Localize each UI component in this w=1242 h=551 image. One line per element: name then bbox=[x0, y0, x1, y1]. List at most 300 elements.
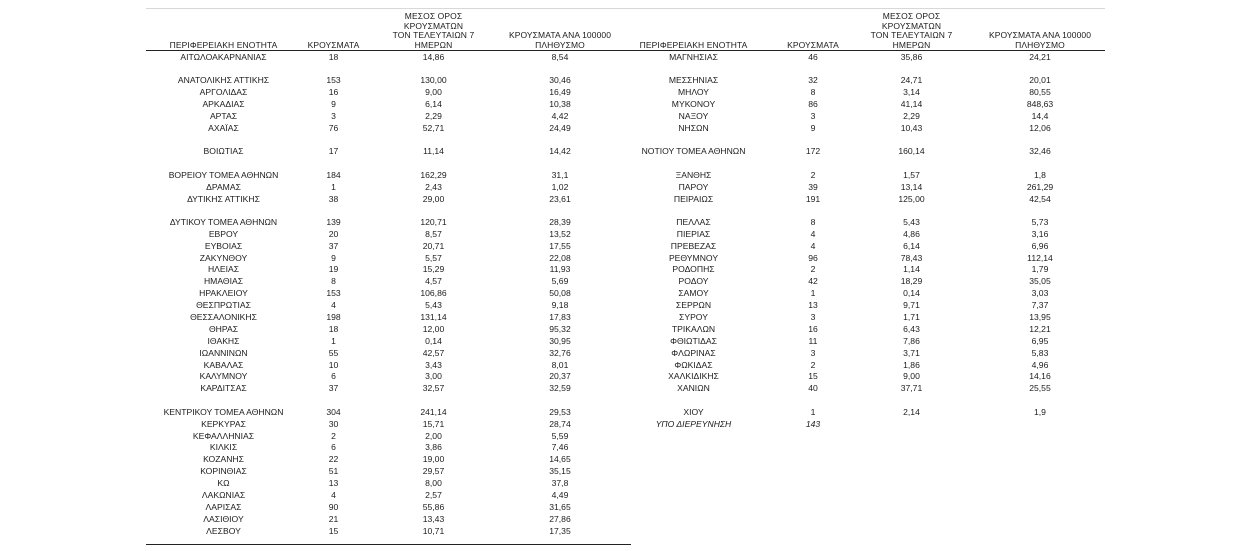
avg7-cell: 8,00 bbox=[425, 478, 442, 489]
per100k-cell: 14,16 bbox=[1029, 371, 1051, 382]
table-row bbox=[146, 170, 631, 182]
avg7-cell: 9,71 bbox=[903, 300, 920, 311]
per100k-cell: 17,55 bbox=[549, 240, 571, 251]
per100k-cell: 9,18 bbox=[551, 300, 569, 311]
region-cell: ΒΟΙΩΤΙΑΣ bbox=[203, 146, 244, 157]
per100k-cell: 4,42 bbox=[551, 111, 569, 122]
table-row bbox=[146, 419, 631, 431]
cases-cell: 1 bbox=[810, 406, 816, 417]
region-cell: ΚΩ bbox=[217, 478, 230, 489]
top-rule bbox=[146, 8, 631, 9]
per100k-cell: 7,46 bbox=[551, 442, 569, 453]
region-cell: ΠΙΕΡΙΑΣ bbox=[676, 228, 711, 239]
avg7-cell: 32,57 bbox=[422, 383, 445, 394]
region-cell: ΧΙΟΥ bbox=[683, 406, 704, 417]
cases-cell: 8 bbox=[810, 216, 816, 227]
region-cell: ΘΕΣΣΑΛΟΝΙΚΗΣ bbox=[190, 312, 257, 323]
region-cell: ΔΥΤΙΚΟΥ ΤΟΜΕΑ ΑΘΗΝΩΝ bbox=[169, 216, 278, 227]
region-cell: ΜΑΓΝΗΣΙΑΣ bbox=[669, 52, 718, 62]
per100k-cell: 95,32 bbox=[549, 323, 571, 334]
region-cell: ΚΑΛΥΜΝΟΥ bbox=[199, 371, 248, 382]
avg7-cell: 3,43 bbox=[425, 359, 442, 370]
table-row bbox=[146, 217, 631, 229]
cases-cell: 3 bbox=[331, 111, 336, 122]
per100k-cell: 17,83 bbox=[549, 312, 571, 323]
table-row bbox=[616, 217, 1105, 229]
table-row bbox=[616, 324, 1105, 336]
per100k-cell: 28,74 bbox=[549, 418, 571, 429]
table-row bbox=[146, 514, 631, 526]
region-cell: ΛΑΣΙΘΙΟΥ bbox=[203, 513, 244, 524]
per100k-cell: 28,39 bbox=[549, 216, 571, 227]
region-cell: ΑΝΑΤΟΛΙΚΗΣ ΑΤΤΙΚΗΣ bbox=[177, 75, 270, 86]
region-cell: ΦΛΩΡΙΝΑΣ bbox=[671, 347, 716, 358]
avg7-cell: 52,71 bbox=[422, 122, 445, 133]
avg7-cell: 6,43 bbox=[903, 323, 920, 334]
cases-cell: 9 bbox=[331, 99, 336, 110]
avg7-cell: 24,71 bbox=[900, 75, 923, 86]
avg7-cell: 7,86 bbox=[903, 335, 920, 346]
avg7-cell: 5,57 bbox=[425, 252, 442, 263]
region-cell: ΚΑΡΔΙΤΣΑΣ bbox=[200, 383, 247, 394]
cases-cell: 19 bbox=[328, 264, 339, 275]
header-rule bbox=[616, 50, 1105, 51]
per100k-cell: 13,95 bbox=[1029, 312, 1051, 323]
per100k-cell: 20,01 bbox=[1029, 75, 1051, 86]
avg7-cell: 0,14 bbox=[903, 288, 920, 299]
avg7-cell: 55,86 bbox=[422, 501, 445, 512]
region-cell: ΘΕΣΠΡΩΤΙΑΣ bbox=[196, 300, 251, 311]
table-row bbox=[616, 170, 1105, 182]
avg7-cell: 2,57 bbox=[425, 490, 442, 500]
region-cell: ΣΥΡΟΥ bbox=[679, 312, 708, 323]
cases-cell: 153 bbox=[326, 288, 341, 299]
table-row bbox=[146, 478, 631, 490]
per100k-cell: 35,05 bbox=[1029, 276, 1051, 287]
avg7-cell: 29,00 bbox=[422, 193, 445, 204]
cases-cell: 37 bbox=[328, 240, 339, 251]
avg7-cell: 4,86 bbox=[903, 228, 920, 239]
region-cell: ΛΕΣΒΟΥ bbox=[206, 525, 241, 536]
table-body bbox=[146, 52, 631, 538]
table-row bbox=[146, 241, 631, 253]
per100k-cell: 5,59 bbox=[551, 430, 569, 441]
per100k-cell: 12,21 bbox=[1029, 323, 1051, 334]
cases-cell: 3 bbox=[810, 347, 816, 358]
cases-cell: 32 bbox=[808, 75, 818, 86]
per100k-cell: 8,01 bbox=[551, 359, 569, 370]
avg7-cell: 10,43 bbox=[900, 122, 923, 133]
avg7-cell: 18,29 bbox=[900, 276, 923, 287]
region-cell: ΑΧΑΪΑΣ bbox=[208, 122, 239, 133]
cases-cell: 11 bbox=[808, 335, 818, 346]
avg7-cell: 2,43 bbox=[425, 181, 442, 192]
table-row bbox=[146, 229, 631, 241]
table-row bbox=[616, 87, 1105, 99]
region-cell: ΚΕΡΚΥΡΑΣ bbox=[201, 418, 246, 429]
per100k-cell: 4,96 bbox=[1031, 359, 1049, 370]
table-row bbox=[616, 99, 1105, 111]
per100k-cell: 50,08 bbox=[549, 288, 571, 299]
table-row bbox=[616, 52, 1105, 64]
region-cell: ΠΑΡΟΥ bbox=[678, 181, 709, 192]
avg7-cell: 2,29 bbox=[425, 111, 442, 122]
avg7-cell: 6,14 bbox=[425, 99, 442, 110]
cases-cell: 18 bbox=[328, 323, 339, 334]
header-cases: ΚΡΟΥΣΜΑΤΑ bbox=[307, 39, 360, 50]
cases-cell: 2 bbox=[331, 430, 336, 441]
spacer-row bbox=[616, 205, 1105, 217]
region-cell: ΗΡΑΚΛΕΙΟΥ bbox=[199, 288, 248, 299]
table-row bbox=[616, 300, 1105, 312]
avg7-cell: 4,57 bbox=[425, 276, 442, 287]
region-cell: ΔΥΤΙΚΗΣ ΑΤΤΙΚΗΣ bbox=[187, 193, 260, 204]
cases-cell: 9 bbox=[810, 122, 816, 133]
region-cell: ΠΕΛΛΑΣ bbox=[676, 216, 711, 227]
region-cell: ΑΡΤΑΣ bbox=[209, 111, 238, 122]
cases-cell: 4 bbox=[331, 300, 336, 311]
spacer-row bbox=[146, 135, 631, 147]
avg7-cell: 9,00 bbox=[425, 87, 442, 98]
per100k-cell: 30,46 bbox=[549, 75, 571, 86]
per100k-cell: 1,02 bbox=[551, 181, 569, 192]
table-row bbox=[146, 454, 631, 466]
cases-cell: 6 bbox=[331, 442, 336, 453]
region-cell: ΙΘΑΚΗΣ bbox=[207, 335, 240, 346]
table-row bbox=[146, 371, 631, 383]
avg7-cell: 1,86 bbox=[903, 359, 920, 370]
header-region: ΠΕΡΙΦΕΡΕΙΑΚΗ ΕΝΟΤΗΤΑ bbox=[169, 39, 278, 50]
cases-cell: 304 bbox=[326, 406, 341, 417]
region-cell: ΘΗΡΑΣ bbox=[208, 323, 239, 334]
table-header bbox=[146, 11, 631, 50]
cases-cell: 4 bbox=[810, 240, 816, 251]
table-row bbox=[146, 182, 631, 194]
per100k-cell: 17,35 bbox=[549, 525, 571, 536]
region-cell: ΜΕΣΣΗΝΙΑΣ bbox=[668, 75, 719, 86]
per100k-cell: 27,86 bbox=[549, 513, 571, 524]
cases-cell: 20 bbox=[328, 228, 339, 239]
spacer-row bbox=[146, 158, 631, 170]
per100k-cell: 5,83 bbox=[1031, 347, 1049, 358]
spacer-row bbox=[616, 395, 1105, 407]
per100k-cell: 12,06 bbox=[1029, 122, 1051, 133]
left-table bbox=[146, 0, 631, 551]
top-rule bbox=[616, 8, 1105, 9]
cases-cell: 21 bbox=[328, 513, 339, 524]
table-row bbox=[616, 75, 1105, 87]
table-row bbox=[146, 75, 631, 87]
region-cell: ΤΡΙΚΑΛΩΝ bbox=[671, 323, 716, 334]
per100k-cell: 14,42 bbox=[549, 146, 571, 157]
cases-cell: 8 bbox=[331, 276, 336, 287]
region-cell: ΚΙΛΚΙΣ bbox=[209, 442, 238, 453]
region-cell: ΧΑΛΚΙΔΙΚΗΣ bbox=[668, 371, 719, 382]
cases-cell: 46 bbox=[808, 52, 818, 62]
table-row bbox=[616, 229, 1105, 241]
per100k-cell: 3,03 bbox=[1031, 288, 1049, 299]
region-cell: ΗΜΑΘΙΑΣ bbox=[203, 276, 244, 287]
avg7-cell: 162,29 bbox=[420, 169, 447, 180]
table-row bbox=[146, 253, 631, 265]
cases-cell: 13 bbox=[328, 478, 339, 489]
region-cell: ΗΛΕΙΑΣ bbox=[207, 264, 240, 275]
per100k-cell: 3,16 bbox=[1031, 228, 1049, 239]
avg7-cell: 120,71 bbox=[420, 216, 447, 227]
per100k-cell: 6,95 bbox=[1031, 335, 1049, 346]
cases-cell: 17 bbox=[328, 146, 339, 157]
region-cell: ΑΡΚΑΔΙΑΣ bbox=[202, 99, 245, 110]
cases-cell: 198 bbox=[326, 312, 341, 323]
table-row bbox=[616, 371, 1105, 383]
avg7-cell: 11,14 bbox=[423, 146, 444, 157]
region-cell: ΖΑΚΥΝΘΟΥ bbox=[199, 252, 248, 263]
header-cases: ΚΡΟΥΣΜΑΤΑ bbox=[787, 39, 839, 50]
cases-cell: 86 bbox=[808, 99, 818, 110]
avg7-cell: 125,00 bbox=[898, 193, 925, 204]
cases-cell: 55 bbox=[328, 347, 339, 358]
table-row bbox=[146, 431, 631, 443]
header-region: ΠΕΡΙΦΕΡΕΙΑΚΗ ΕΝΟΤΗΤΑ bbox=[639, 39, 748, 50]
spacer-row bbox=[616, 135, 1105, 147]
avg7-cell: 3,86 bbox=[425, 442, 442, 453]
avg7-cell: 35,86 bbox=[900, 52, 923, 62]
table-row bbox=[616, 146, 1105, 158]
region-cell: ΞΑΝΘΗΣ bbox=[675, 169, 712, 180]
cases-cell: 15 bbox=[328, 525, 339, 536]
cases-cell: 172 bbox=[805, 146, 821, 157]
avg7-cell: 106,86 bbox=[420, 288, 447, 299]
region-cell: ΧΑΝΙΩΝ bbox=[677, 383, 710, 394]
cases-cell: 96 bbox=[808, 252, 818, 263]
cases-cell: 51 bbox=[328, 466, 339, 477]
cases-cell: 13 bbox=[808, 300, 818, 311]
region-cell: ΚΑΒΑΛΑΣ bbox=[203, 359, 244, 370]
table-row bbox=[146, 146, 631, 158]
cases-cell: 139 bbox=[326, 216, 341, 227]
per100k-cell: 261,29 bbox=[1026, 181, 1054, 192]
per100k-cell: 16,49 bbox=[549, 87, 571, 98]
table-row bbox=[616, 182, 1105, 194]
table-row bbox=[146, 348, 631, 360]
avg7-cell: 1,71 bbox=[903, 312, 920, 323]
table-row bbox=[146, 52, 631, 64]
per100k-cell: 31,65 bbox=[549, 501, 571, 512]
cases-cell: 143 bbox=[805, 418, 821, 429]
region-cell: ΚΕΝΤΡΙΚΟΥ ΤΟΜΕΑ ΑΘΗΝΩΝ bbox=[163, 406, 284, 417]
header-avg7: ΜΕΣΟΣ ΟΡΟΣ ΚΡΟΥΣΜΑΤΩΝ ΤΟΝ ΤΕΛΕΥΤΑΙΩΝ 7 ΗΜΕΡΩΝ bbox=[392, 11, 475, 50]
region-cell: ΔΡΑΜΑΣ bbox=[206, 181, 241, 192]
avg7-cell: 3,00 bbox=[425, 371, 442, 382]
cases-cell: 184 bbox=[326, 169, 341, 180]
region-cell: ΚΕΦΑΛΛΗΝΙΑΣ bbox=[192, 430, 255, 441]
table-row bbox=[616, 276, 1105, 288]
spacer-row bbox=[146, 205, 631, 217]
table-row bbox=[146, 526, 631, 538]
region-cell: ΜΥΚΟΝΟΥ bbox=[671, 99, 716, 110]
cases-cell: 15 bbox=[808, 371, 818, 382]
per100k-cell: 24,21 bbox=[1029, 52, 1051, 62]
per100k-cell: 32,76 bbox=[549, 347, 571, 358]
per100k-cell: 35,15 bbox=[549, 466, 571, 477]
per100k-cell: 37,8 bbox=[551, 478, 569, 489]
table-row bbox=[616, 253, 1105, 265]
avg7-cell: 19,00 bbox=[422, 454, 445, 465]
table-row bbox=[146, 111, 631, 123]
per100k-cell: 6,96 bbox=[1031, 240, 1049, 251]
spacer-row bbox=[616, 64, 1105, 76]
table-row bbox=[616, 241, 1105, 253]
table-row bbox=[616, 194, 1105, 206]
avg7-cell: 2,29 bbox=[903, 111, 920, 122]
per100k-cell: 23,61 bbox=[549, 193, 571, 204]
bottom-rule bbox=[146, 544, 631, 545]
table-row bbox=[616, 336, 1105, 348]
header-per100k: ΚΡΟΥΣΜΑΤΑ ΑΝΑ 100000 ΠΛΗΘΥΣΜΟ bbox=[508, 30, 612, 50]
table-row bbox=[146, 288, 631, 300]
cases-cell: 76 bbox=[328, 122, 339, 133]
per100k-cell: 22,08 bbox=[549, 252, 571, 263]
per100k-cell: 1,9 bbox=[1034, 406, 1046, 417]
cases-cell: 39 bbox=[808, 181, 818, 192]
table-row bbox=[146, 276, 631, 288]
per100k-cell: 80,55 bbox=[1029, 87, 1051, 98]
table-header bbox=[616, 11, 1105, 50]
avg7-cell: 78,43 bbox=[900, 252, 923, 263]
per100k-cell: 5,73 bbox=[1031, 216, 1049, 227]
avg7-cell: 15,29 bbox=[422, 264, 445, 275]
avg7-cell: 10,71 bbox=[422, 525, 445, 536]
region-cell: ΡΟΔΟΠΗΣ bbox=[672, 264, 715, 275]
table-row bbox=[146, 324, 631, 336]
region-cell: ΦΩΚΙΔΑΣ bbox=[674, 359, 713, 370]
avg7-cell: 6,14 bbox=[903, 240, 920, 251]
table-row bbox=[616, 419, 1105, 431]
cases-cell: 2 bbox=[810, 359, 816, 370]
region-cell: ΦΘΙΩΤΙΔΑΣ bbox=[670, 335, 717, 346]
table-row bbox=[146, 99, 631, 111]
region-cell: ΠΡΕΒΕΖΑΣ bbox=[670, 240, 717, 251]
cases-cell: 4 bbox=[331, 490, 336, 500]
region-cell: ΠΕΙΡΑΙΩΣ bbox=[673, 193, 714, 204]
avg7-cell: 42,57 bbox=[422, 347, 445, 358]
table-row bbox=[146, 194, 631, 206]
cases-cell: 3 bbox=[810, 312, 816, 323]
per100k-cell: 30,95 bbox=[549, 335, 571, 346]
per100k-cell: 1,8 bbox=[1034, 169, 1046, 180]
region-cell: ΑΡΓΟΛΙΔΑΣ bbox=[199, 87, 248, 98]
header-rule bbox=[146, 50, 631, 51]
avg7-cell: 2,00 bbox=[425, 430, 442, 441]
region-cell: ΙΩΑΝΝΙΝΩΝ bbox=[199, 347, 248, 358]
avg7-cell: 15,71 bbox=[422, 418, 445, 429]
header-per100k: ΚΡΟΥΣΜΑΤΑ ΑΝΑ 100000 ΠΛΗΘΥΣΜΟ bbox=[988, 30, 1092, 50]
avg7-cell: 3,71 bbox=[903, 347, 920, 358]
avg7-cell: 37,71 bbox=[900, 383, 923, 394]
avg7-cell: 12,00 bbox=[422, 323, 445, 334]
region-cell: ΡΕΘΥΜΝΟΥ bbox=[668, 252, 719, 263]
header-avg7: ΜΕΣΟΣ ΟΡΟΣ ΚΡΟΥΣΜΑΤΩΝ ΤΟΝ ΤΕΛΕΥΤΑΙΩΝ 7 ΗΜΕΡΩΝ bbox=[870, 11, 953, 50]
per100k-cell: 31,1 bbox=[551, 169, 569, 180]
avg7-cell: 241,14 bbox=[420, 406, 447, 417]
cases-cell: 42 bbox=[808, 276, 818, 287]
table-row bbox=[146, 87, 631, 99]
cases-cell: 2 bbox=[810, 264, 816, 275]
avg7-cell: 1,57 bbox=[903, 169, 920, 180]
cases-cell: 6 bbox=[331, 371, 336, 382]
table-row bbox=[146, 336, 631, 348]
cases-cell: 1 bbox=[810, 288, 816, 299]
cases-cell: 16 bbox=[328, 87, 339, 98]
cases-cell: 22 bbox=[328, 454, 339, 465]
avg7-cell: 14,86 bbox=[422, 52, 445, 62]
table-row bbox=[146, 264, 631, 276]
region-cell: ΜΗΛΟΥ bbox=[677, 87, 710, 98]
table-row bbox=[146, 490, 631, 502]
cases-cell: 8 bbox=[810, 87, 816, 98]
per100k-cell: 112,14 bbox=[1027, 252, 1053, 263]
region-cell: ΕΒΡΟΥ bbox=[208, 228, 239, 239]
region-cell: ΝΑΞΟΥ bbox=[678, 111, 709, 122]
table-row bbox=[616, 288, 1105, 300]
per100k-cell: 13,52 bbox=[549, 228, 571, 239]
table-row bbox=[616, 111, 1105, 123]
region-cell: ΕΥΒΟΙΑΣ bbox=[204, 240, 243, 251]
region-cell: ΒΟΡΕΙΟΥ ΤΟΜΕΑ ΑΘΗΝΩΝ bbox=[168, 169, 279, 180]
table-row bbox=[616, 407, 1105, 419]
avg7-cell: 13,14 bbox=[900, 181, 923, 192]
table-row bbox=[146, 442, 631, 454]
table-row bbox=[146, 123, 631, 135]
table-row bbox=[146, 502, 631, 514]
cases-cell: 10 bbox=[328, 359, 339, 370]
avg7-cell: 0,14 bbox=[425, 335, 442, 346]
avg7-cell: 5,43 bbox=[903, 216, 920, 227]
avg7-cell: 9,00 bbox=[903, 371, 920, 382]
per100k-cell: 4,49 bbox=[551, 490, 569, 500]
spacer-row bbox=[146, 395, 631, 407]
per100k-cell: 42,54 bbox=[1029, 193, 1051, 204]
cases-cell: 1 bbox=[331, 181, 336, 192]
per100k-cell: 14,4 bbox=[1031, 111, 1049, 122]
per100k-cell: 11,93 bbox=[549, 264, 571, 275]
cases-cell: 37 bbox=[328, 383, 339, 394]
table-row bbox=[616, 360, 1105, 372]
table-body bbox=[616, 52, 1105, 431]
region-cell: ΑΙΤΩΛΟΑΚΑΡΝΑΝΙΑΣ bbox=[180, 52, 267, 62]
region-cell: ΛΑΚΩΝΙΑΣ bbox=[201, 490, 246, 500]
cases-cell: 9 bbox=[331, 252, 336, 263]
right-table bbox=[616, 0, 1105, 551]
per100k-cell: 25,55 bbox=[1029, 383, 1051, 394]
region-cell: ΥΠΟ ΔΙΕΡΕΥΝΗΣΗ bbox=[655, 418, 732, 429]
region-cell: ΣΑΜΟΥ bbox=[678, 288, 709, 299]
avg7-cell: 29,57 bbox=[422, 466, 445, 477]
avg7-cell: 1,14 bbox=[903, 264, 920, 275]
avg7-cell: 130,00 bbox=[420, 75, 447, 86]
avg7-cell: 20,71 bbox=[422, 240, 445, 251]
avg7-cell: 3,14 bbox=[903, 87, 920, 98]
avg7-cell: 41,14 bbox=[900, 99, 923, 110]
per100k-cell: 24,49 bbox=[549, 122, 571, 133]
spacer-row bbox=[146, 64, 631, 76]
cases-cell: 3 bbox=[810, 111, 816, 122]
per100k-cell: 8,54 bbox=[551, 52, 569, 62]
cases-cell: 38 bbox=[328, 193, 339, 204]
cases-cell: 18 bbox=[328, 52, 339, 62]
avg7-cell: 8,57 bbox=[425, 228, 442, 239]
region-cell: ΡΟΔΟΥ bbox=[678, 276, 709, 287]
